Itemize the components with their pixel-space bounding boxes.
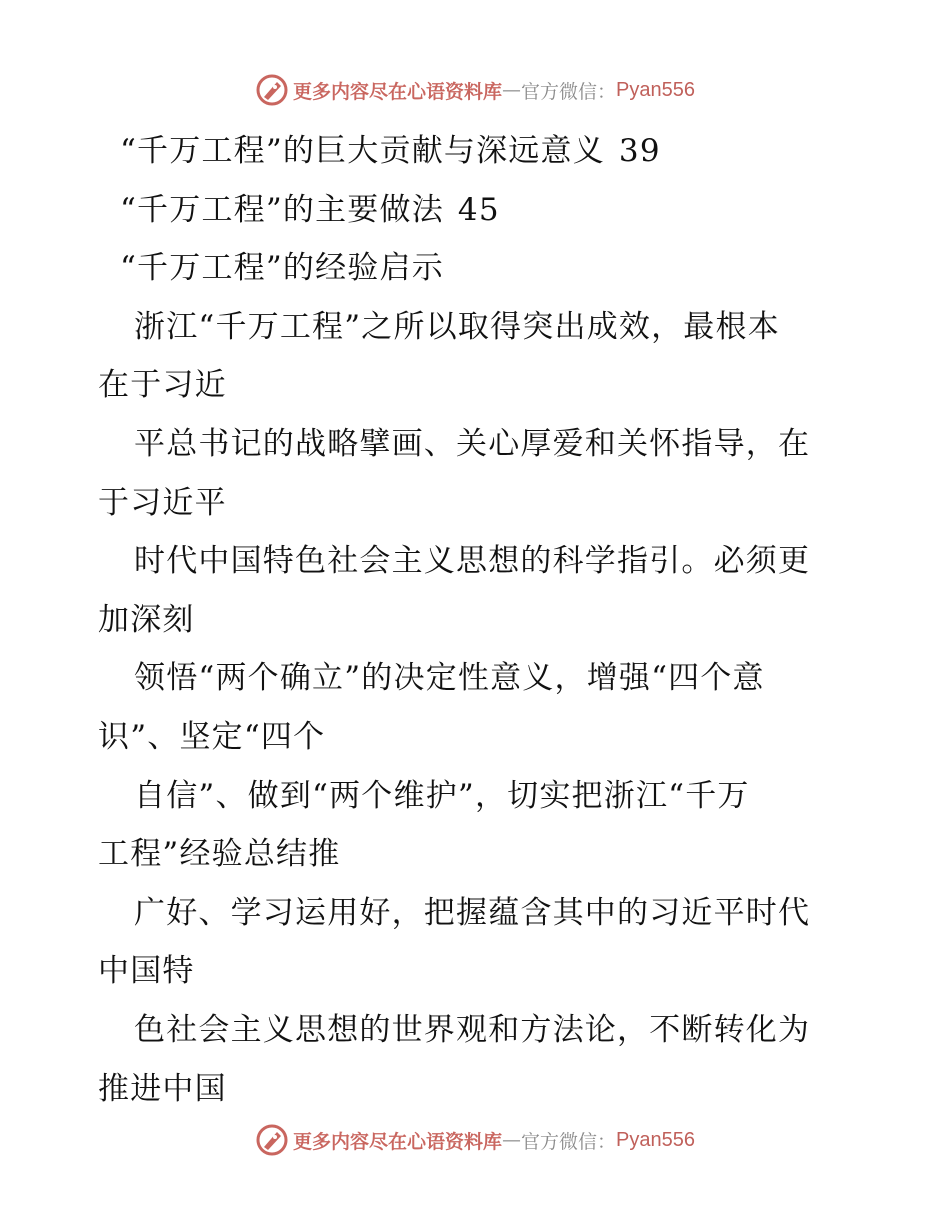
body-line: 广好、学习运用好，把握蕴含其中的习近平时代: [134, 894, 811, 931]
watermark-wechat-id: Pyan556: [616, 1128, 695, 1151]
document-body: [98, 122, 858, 1118]
pen-nib-circle-icon: [255, 73, 289, 107]
body-line: 自信”、做到“两个维护”，切实把浙江“千万: [134, 777, 750, 814]
watermark-brand: 更多内容尽在心语资料库: [293, 80, 503, 103]
body-line: 识”、坚定“四个: [98, 718, 326, 755]
watermark-separator: —: [502, 1129, 522, 1151]
header-watermark: [0, 70, 950, 110]
toc-entry-page: 45: [457, 191, 500, 228]
footer-watermark: [0, 1120, 950, 1160]
body-line: 时代中国特色社会主义思想的科学指引。必须更: [134, 543, 811, 580]
watermark-brand: 更多内容尽在心语资料库: [293, 1130, 503, 1153]
watermark-official-label: 官方微信：: [521, 1130, 617, 1153]
body-line: 于习近平: [98, 484, 227, 521]
body-line: 在于习近: [98, 367, 227, 404]
toc-entry-title: “千万工程”的主要做法: [120, 191, 444, 228]
toc-entry: [98, 239, 858, 298]
toc-entry-page: 39: [618, 133, 661, 169]
watermark-separator: —: [502, 79, 522, 101]
toc-entry-title: “千万工程”的巨大贡献与深远意义: [120, 133, 605, 169]
body-line: 推进中国: [98, 1070, 227, 1107]
body-line: 平总书记的战略擘画、关心厚爱和关怀指导，在: [134, 425, 811, 462]
body-line: 浙江“千万工程”之所以取得突出成效，最根本: [134, 308, 780, 345]
body-line: 色社会主义思想的世界观和方法论，不断转化为: [134, 1011, 811, 1048]
body-line: 领悟“两个确立”的决定性意义，增强“四个意: [134, 660, 765, 697]
body-line: 工程”经验总结推: [98, 836, 341, 873]
watermark-wechat-id: Pyan556: [616, 78, 695, 101]
body-line: 中国特: [98, 953, 195, 990]
toc-entry-title: “千万工程”的经验启示: [120, 250, 444, 287]
toc-entry: [98, 122, 858, 181]
watermark-official-label: 官方微信：: [521, 80, 617, 103]
toc-entry: [98, 181, 858, 240]
pen-nib-circle-icon: [255, 1123, 289, 1157]
body-line: 加深刻: [98, 601, 195, 638]
